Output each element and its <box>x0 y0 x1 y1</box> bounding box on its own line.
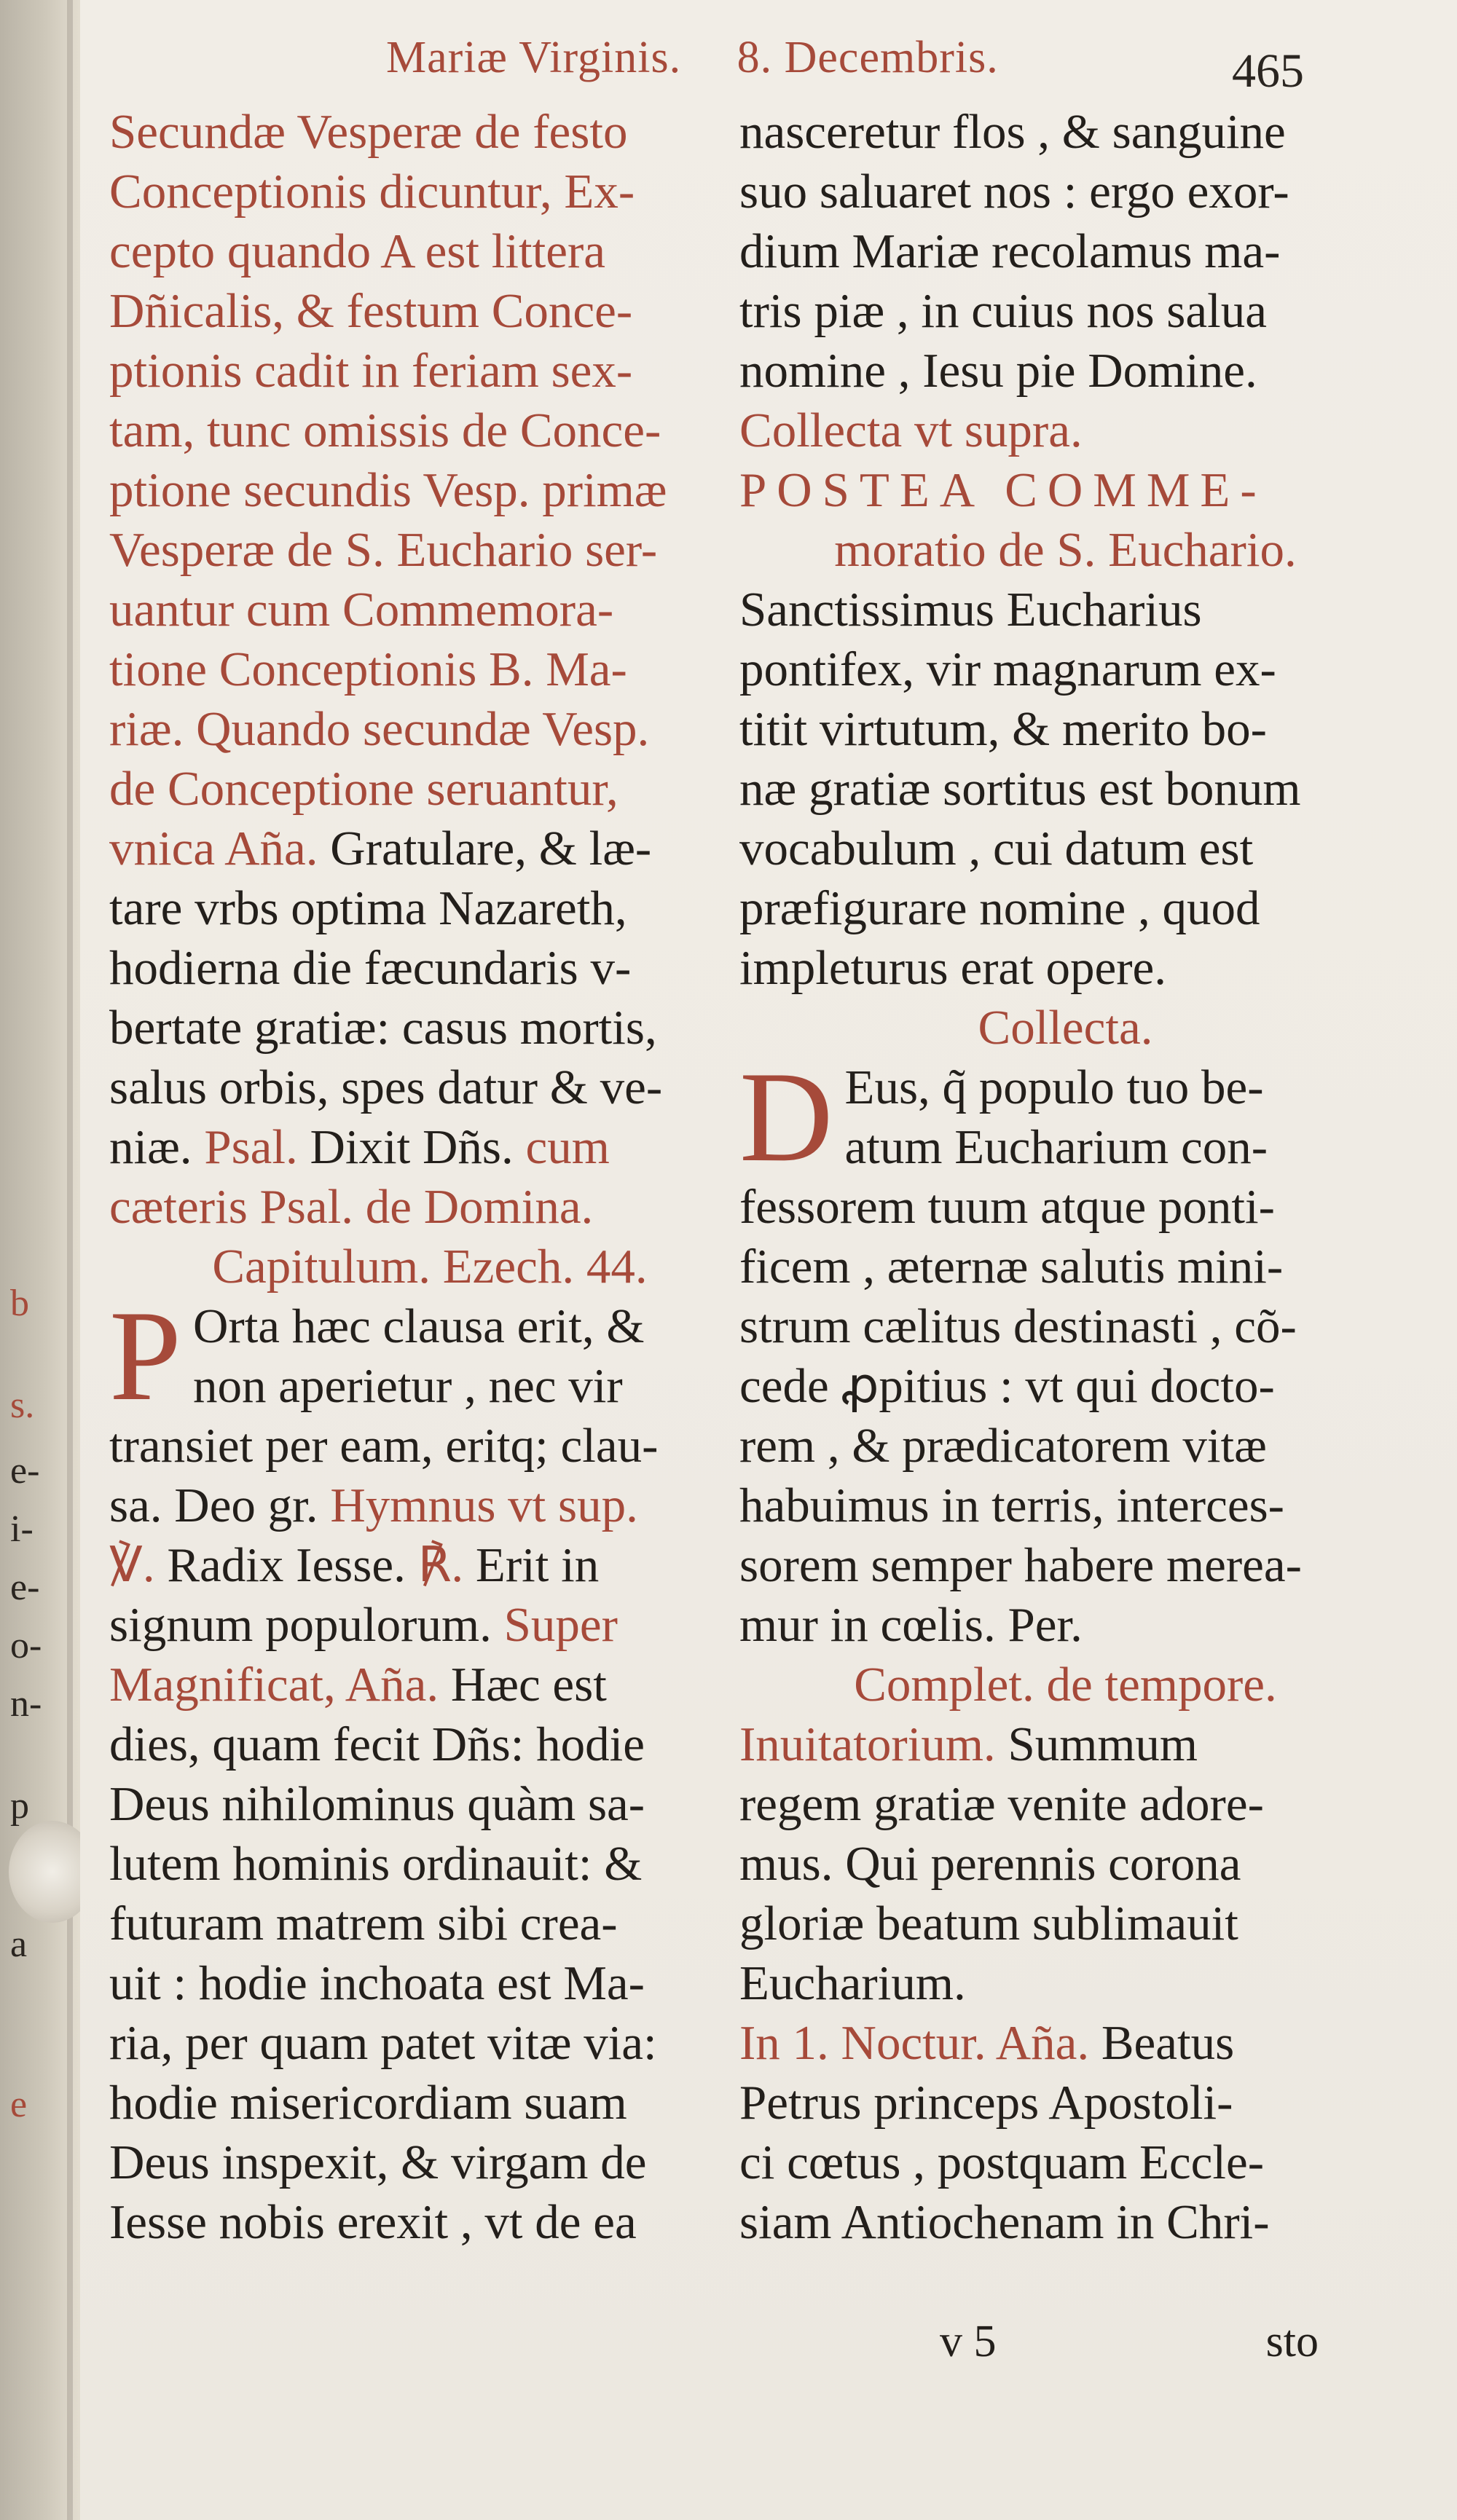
text-line: Petrus princeps Apostoli- <box>739 2076 1233 2130</box>
text-line: uantur cum Commemora- <box>109 583 614 637</box>
left-gutter <box>0 0 80 2520</box>
drop-cap-p: P <box>109 1283 181 1428</box>
text-span: Radix Iesse. <box>167 1538 406 1592</box>
text-line: futuram matrem sibi crea- <box>109 1897 618 1950</box>
text-line: ptionis cadit in feriam sex- <box>109 344 633 398</box>
running-title-left: Mariæ Virginis. <box>386 33 682 82</box>
rubric: Inuitatorium. <box>739 1717 996 1771</box>
catchword: sto <box>1265 2317 1319 2366</box>
text-line <box>109 1476 750 1535</box>
text-line: strum cælitus destinasti , cõ- <box>739 1299 1297 1353</box>
text-line: præfigurare nomine , quod <box>739 881 1260 935</box>
text-line: pontifex, vir magnarum ex- <box>739 642 1276 696</box>
left-column <box>109 102 750 2252</box>
text-span: Beatus <box>1101 2016 1235 2070</box>
text-span: niæ. <box>109 1120 192 1174</box>
text-line: tris piæ , in cuius nos salua <box>739 284 1267 338</box>
text-line: Orta hæc clausa erit, & <box>193 1299 645 1353</box>
text-line: Dñicalis, & festum Conce- <box>109 284 633 338</box>
text-line: rem , & prædicatorem vitæ <box>739 1419 1267 1473</box>
text-line: ci cœtus , postquam Eccle- <box>739 2135 1265 2189</box>
text-span: Gratulare, & læ- <box>330 822 652 875</box>
porta-paragraph <box>109 1283 750 1476</box>
text-line: habuimus in terris, interces- <box>739 1478 1284 1532</box>
text-line: ptione secundis Vesp. primæ <box>109 463 667 517</box>
text-line: Eus, q̃ populo tuo be- <box>844 1060 1264 1114</box>
commemoration-heading: POSTEA COMME- <box>739 463 1267 517</box>
text-line: nomine , Iesu pie Domine. <box>739 344 1257 398</box>
rubric: ℣. <box>109 1538 155 1592</box>
text-line: siam Antiochenam in Chri- <box>739 2195 1270 2249</box>
capitulum-heading: Capitulum. Ezech. 44. <box>212 1240 648 1294</box>
text-line: Conceptionis dicuntur, Ex- <box>109 165 635 218</box>
text-line: næ gratiæ sortitus est bonum <box>739 762 1301 816</box>
text-line: Deus inspexit, & virgam de <box>109 2135 647 2189</box>
text-line <box>739 2013 1391 2073</box>
text-line: non aperietur , nec vir <box>193 1359 623 1413</box>
rubric: Super <box>503 1598 618 1652</box>
text-line: vocabulum , cui datum est <box>739 822 1254 875</box>
text-line: atum Eucharium con- <box>844 1120 1268 1174</box>
text-line: cæteris Psal. de Domina. <box>109 1180 594 1234</box>
text-line <box>109 1655 750 1714</box>
text-line: Secundæ Vesperæ de festo <box>109 105 628 159</box>
text-line: impleturus erat opere. <box>739 941 1167 995</box>
text-line: ficem , æternæ salutis mini- <box>739 1240 1284 1294</box>
text-line: Deus nihilominus quàm sa- <box>109 1777 645 1831</box>
text-span: Hæc est <box>450 1658 607 1712</box>
rubric: In 1. Noctur. Aña. <box>739 2016 1090 2070</box>
text-line: dies, quam fecit Dñs: hodie <box>109 1717 645 1771</box>
rubric: vnica Aña. <box>109 822 318 875</box>
text-line <box>109 1535 750 1595</box>
margin-fragment: n- <box>10 1683 42 1725</box>
text-line: salus orbis, spes datur & ve- <box>109 1060 663 1114</box>
text-line <box>109 1117 750 1177</box>
text-line: cede ꝓpitius : vt qui docto- <box>739 1359 1275 1413</box>
running-header <box>386 32 1042 98</box>
text-line: hodierna die fæcundaris v- <box>109 941 632 995</box>
page <box>80 0 1457 2520</box>
drop-cap-d: D <box>739 1044 833 1189</box>
text-span: signum populorum. <box>109 1598 492 1652</box>
text-line: Vesperæ de S. Euchario ser- <box>109 523 658 577</box>
text-span: Dixit Dñs. <box>310 1120 514 1174</box>
running-title-right: 8. Decembris. <box>737 33 999 82</box>
margin-fragment: i- <box>10 1508 34 1550</box>
text-line: Sanctissimus Eucharius <box>739 583 1202 637</box>
text-span: Erit in <box>475 1538 600 1592</box>
margin-fragment: e- <box>10 1450 40 1492</box>
rubric: ℟. <box>417 1538 464 1592</box>
text-line: tam, tunc omissis de Conce- <box>109 403 661 457</box>
margin-fragment: s. <box>10 1385 35 1426</box>
gutter-shadow <box>67 0 73 2520</box>
text-span: Summum <box>1008 1717 1198 1771</box>
text-line <box>109 819 750 878</box>
text-line: sorem semper habere merea- <box>739 1538 1302 1592</box>
text-line: riæ. Quando secundæ Vesp. <box>109 702 650 756</box>
text-line: tione Conceptionis B. Ma- <box>109 642 627 696</box>
text-line: lutem hominis ordinauit: & <box>109 1837 643 1891</box>
text-span: sa. Deo gr. <box>109 1478 318 1532</box>
margin-fragment: e <box>10 2084 28 2125</box>
rubric: Magnificat, Aña. <box>109 1658 439 1712</box>
text-line: transiet per eam, eritq; clau- <box>109 1419 659 1473</box>
text-line: nasceretur flos , & sanguine <box>739 105 1286 159</box>
rubric: Psal. <box>204 1120 298 1174</box>
margin-fragment: b <box>10 1283 29 1324</box>
text-line <box>739 1714 1391 1774</box>
rubric-line: Collecta vt supra. <box>739 403 1083 457</box>
text-line: cepto quando A est littera <box>109 224 605 278</box>
commemoration-heading-cont: moratio de S. Euchario. <box>834 523 1297 577</box>
text-line: ria, per quam patet vitæ via: <box>109 2016 657 2070</box>
margin-fragment: p <box>10 1785 29 1827</box>
text-line: tare vrbs optima Nazareth, <box>109 881 627 935</box>
page-number: 465 <box>1232 44 1304 98</box>
text-line: regem gratiæ venite adore- <box>739 1777 1264 1831</box>
text-line: fessorem tuum atque ponti- <box>739 1180 1275 1234</box>
text-line: mur in cœlis. Per. <box>739 1598 1083 1652</box>
margin-fragment: e- <box>10 1567 40 1608</box>
right-column <box>739 102 1391 2252</box>
text-line <box>109 1595 750 1655</box>
text-line: hodie misericordiam suam <box>109 2076 627 2130</box>
signature-mark: v 5 <box>940 2317 997 2366</box>
complet-rubric: Complet. de tempore. <box>854 1658 1277 1712</box>
deus-paragraph <box>739 1044 1391 1655</box>
text-line: uit : hodie inchoata est Ma- <box>109 1956 645 2010</box>
text-line: gloriæ beatum sublimauit <box>739 1897 1238 1950</box>
rubric: Hymnus vt sup. <box>330 1478 638 1532</box>
text-line: dium Mariæ recolamus ma- <box>739 224 1281 278</box>
text-line: Eucharium. <box>739 1956 966 2010</box>
margin-fragment: o- <box>10 1625 42 1666</box>
text-line: suo saluaret nos : ergo exor- <box>739 165 1289 218</box>
rubric: cum <box>525 1120 610 1174</box>
margin-fragment: a <box>10 1924 28 1965</box>
collecta-heading: Collecta. <box>978 1001 1153 1055</box>
text-line: titit virtutum, & merito bo- <box>739 702 1267 756</box>
text-line: mus. Qui perennis corona <box>739 1837 1241 1891</box>
text-line: bertate gratiæ: casus mortis, <box>109 1001 657 1055</box>
text-line: Iesse nobis erexit , vt de ea <box>109 2195 637 2249</box>
text-line: de Conceptione seruantur, <box>109 762 618 816</box>
